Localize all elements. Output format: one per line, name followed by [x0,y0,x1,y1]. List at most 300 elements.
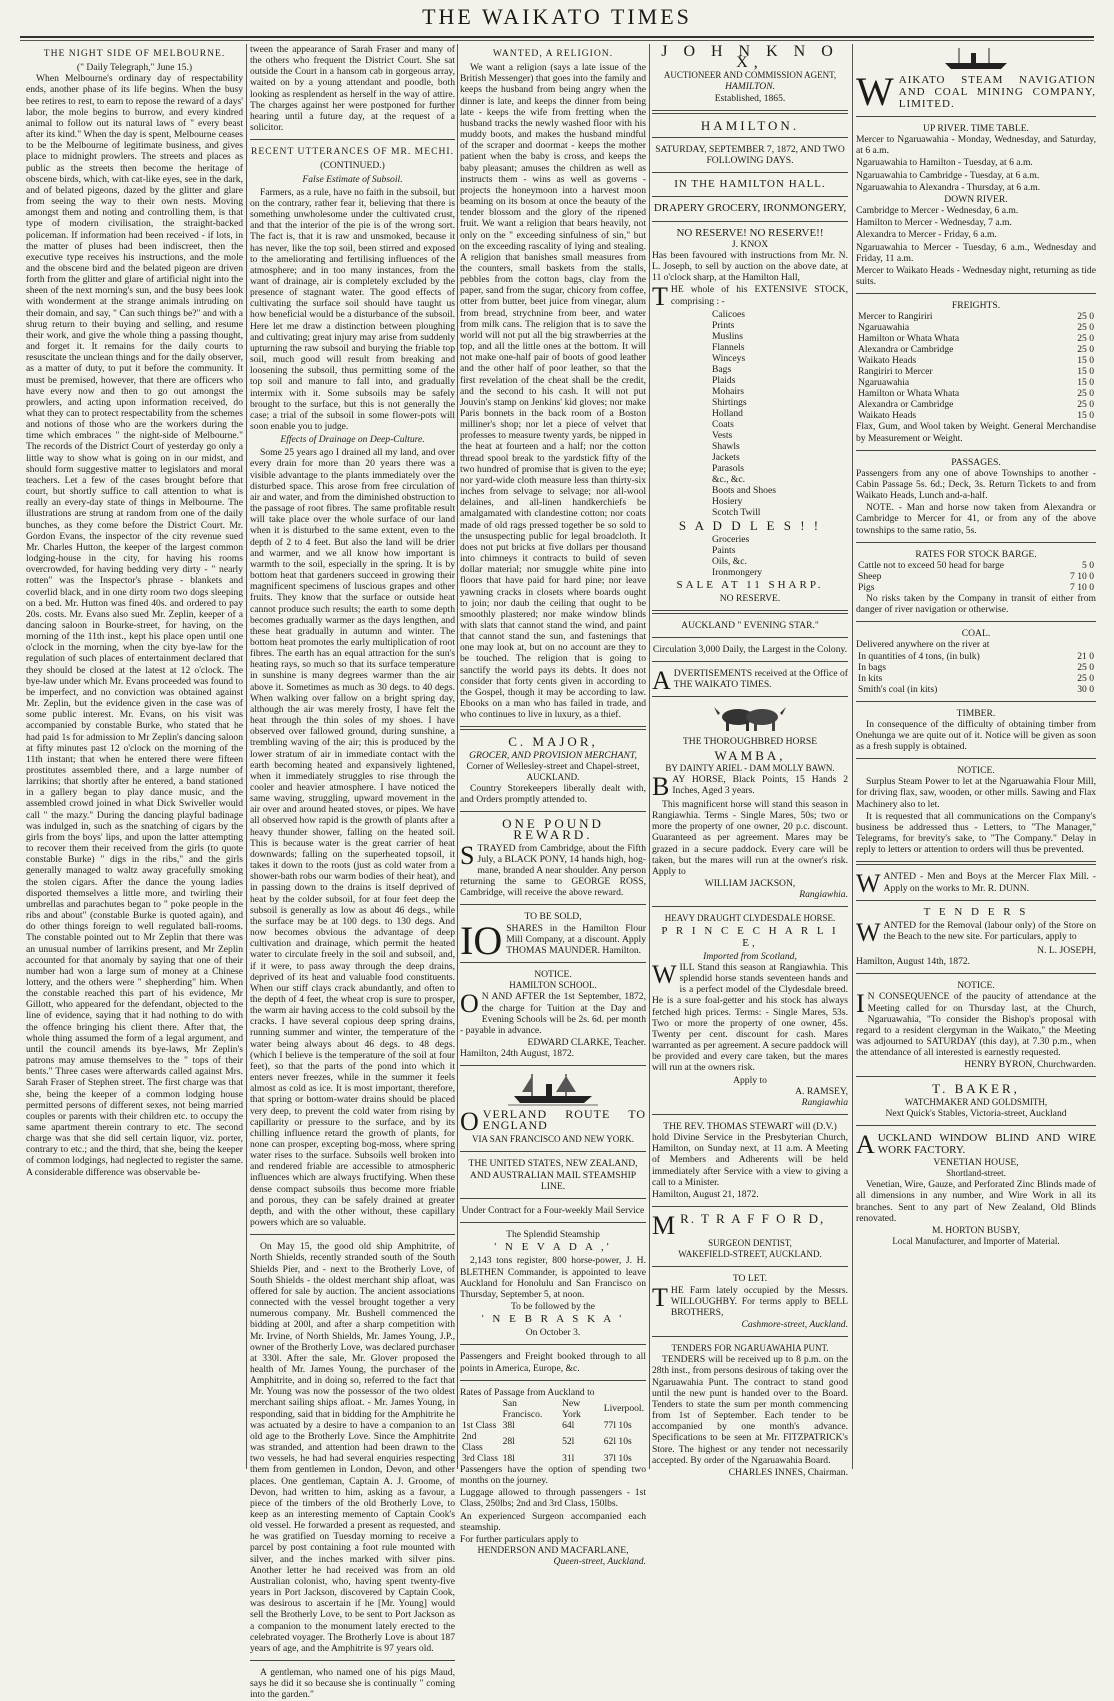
freights-table [856,311,1096,421]
ad-body: This magnificent horse will stand this season in Rangiawhia. Terms - Single Mares, 50s; two or more the property of one owner, 20 p.c. discount. Guaranteed as per agreement. Mares may be grazed in a secure paddock. Every care will be taken, but the mares will run at the owner's risk. Apply to [652,798,848,877]
ad-text: The Splendid Steamship [506,1229,600,1241]
table-row [856,673,1096,684]
timetable-item: Ngaruawahia to Alexandra - Thursday, at 6 a.m. [856,181,1041,193]
ad-text: NO RESERVE. [719,592,781,604]
timetable-item: Hamilton to Mercer - Wednesday, 7 a.m. [856,217,1012,229]
divider [856,701,1096,702]
list-item: Shirtings [712,397,747,409]
table-row [856,410,1096,421]
table-cell: Cattle not to exceed 50 head for barge [858,559,1005,571]
steamship-icon [508,1072,598,1106]
section-heading: TIMBER. [956,707,996,719]
article-body: Farmers, as a rule, have no faith in the subsoil, but on the contrary, rather fear it, believing that there is something unwholesome under the cultivated crust, and that the interior of the pie is of the wrong sort. The fact is, that it is raw and unsmoked, because it has never, like the top soil, been stirred and exposed to the ameliorating and fertilising influences of the atmosphere; and in too many instances, from the want of drainage, air is completely excluded by the presence of stagnant water. The good effects of cultivating the surface soil should have taught us how beneficial would be a disturbance of the subsoil. Here let me draw a distinction between ploughing and cultivating; great injury may arise from suddenly upturning the raw subsoil and burying the friable top soil, much good will result from breaking and loosening the subsoil, thus permitting some of the top soil and manure to fall into, and gradually intermix with it. Some subsoils may be safely brought to the surface, but this is not generally the case; a trial of the subsoil in some flower-pots will soon enable you to judge. [250,186,455,432]
table-cell: 25 0 [1077,333,1094,345]
table-cell: 18l [502,1452,515,1464]
ad-heading: S A D D L E S ! ! [678,518,822,534]
ad-address: Queen-street, Auckland. [553,1556,646,1568]
table-cell: 15 0 [1077,377,1094,389]
ad-address: WAKEFIELD-STREET, AUCKLAND. [678,1249,822,1260]
table-row [856,651,1096,662]
drop-cap: T [652,282,668,312]
divider [460,1065,646,1066]
list-item: Boots and Shoes [712,485,776,497]
divider [460,1344,646,1345]
article-title: WANTED, A RELIGION. [492,48,614,59]
coal-table [856,651,1096,695]
table-cell: Smith's coal (in kits) [858,683,938,695]
list-item: Bags [712,364,732,376]
table-cell: Rangiriri to Mercer [858,366,933,378]
horses-icon [710,703,790,733]
divider [652,696,848,697]
goods-list [712,534,848,578]
column-3 [460,44,646,1568]
table-header-row [460,1398,646,1420]
table-cell: Alexandra or Cambridge [858,399,954,411]
table-cell: 25 0 [1077,311,1094,323]
table-cell: 25 0 [1077,322,1094,334]
divider [856,450,1096,451]
ad-heading: HEAVY DRAUGHT CLYDESDALE HORSE. [664,913,836,924]
table-row [856,344,1096,355]
table-cell: 5 0 [1082,559,1094,571]
ad-signature: A. RAMSEY, [795,1085,848,1097]
table-cell: 30 0 [1077,683,1094,695]
drop-cap: IO [460,917,503,963]
ad-heading: P R I N C E C H A R L I E, [661,925,839,949]
ad-text: Established, 1865. [714,92,786,104]
table-cell: 31l [562,1452,575,1464]
list-item: Paints [712,544,736,556]
drop-cap: O [460,1107,480,1137]
ad-body: WANTED for the Removal (labour only) of the Store on the Beach to the new site. For particulars, apply to [856,917,1096,947]
ad-heading: OVERLAND ROUTE TO ENGLAND [460,1107,646,1137]
ad-signature: EDWARD CLARKE, Teacher. [527,1036,646,1048]
ad-address: Shortland-street. [946,1168,1006,1179]
table-cell: In quantities of 4 tons, (in bulk) [858,650,980,662]
stock-table [856,560,1096,593]
ad-text: Delivered anywhere on the river at [856,639,990,651]
table-cell: 25 0 [1077,672,1094,684]
column-1 [26,44,243,1471]
table-cell: 15 0 [1077,355,1094,367]
ad-text: On October 3. [525,1327,581,1339]
masthead-rule [20,36,1094,38]
ad-date: Hamilton, August 21, 1872. [652,1188,759,1200]
divider [856,542,1096,543]
table-cell: Alexandra or Cambridge [858,344,954,356]
ad-body: Venetian, Wire, Gauze, and Perforated Zinc Blinds made of all dimensions in any number, and Wire Work in all its branches. Sent to any part of New Zealand, Old Blinds renovated. [856,1179,1096,1224]
list-item: Jackets [712,452,740,464]
ad-heading: THE REV. THOMAS STEWART will (D.V.) [663,1120,837,1132]
table-row [856,582,1096,593]
ad-heading: VENETIAN HOUSE, [933,1156,1019,1168]
table-cell: 37l 10s [603,1452,632,1464]
table-cell: 62l 10s [603,1436,632,1448]
ad-body: Passengers from any one of above Townships to another - Cabin Passage 5s. 6d.; Deck, 3s. Return Tickets to and from Waikato Heads, Lunch and-a-half. [856,467,1096,502]
ad-town: HAMILTON. [724,81,775,93]
table-row [856,560,1096,571]
list-item: &c., &c. [712,474,746,486]
steamship-icon [941,47,1011,71]
table-cell: 25 0 [1077,661,1094,673]
divider [856,900,1096,901]
divider [460,1198,646,1199]
table-cell: 25 0 [1077,344,1094,356]
divider [652,1266,848,1267]
ad-body: Surplus Steam Power to let at the Ngaruawahia Flour Mill, for driving flax, saw, wooden, or other mills. Sawing and Flax Machinery also to let. [856,776,1096,810]
table-row [856,388,1096,399]
fare-table [460,1398,646,1464]
drop-cap: A [652,666,671,696]
table-cell: 7 10 0 [1070,581,1094,593]
ad-signature: N. L. JOSEPH, [1037,944,1096,956]
table-cell: In bags [858,661,886,673]
ad-heading: M R. T R A F F O R D, [652,1211,826,1241]
table-row [460,1431,646,1453]
column-divider [457,44,458,1469]
drop-cap: T [652,1282,668,1312]
list-item: Calicoes [712,309,746,321]
table-cell: Pigs [858,581,875,593]
ad-body: Passengers have the option of spending two months on the journey. [460,1463,646,1487]
ad-trade: GROCER, AND PROVISION MERCHANT, [469,749,637,761]
table-header: Liverpool. [603,1403,644,1415]
column-divider [246,44,247,1469]
ad-heading: J O H N K N O X, [661,43,839,72]
ad-date: Hamilton, 24th August, 1872. [460,1048,575,1060]
article-body: tween the appearance of Sarah Fraser and many of the others who frequent the District Court. She sat outside the Court in a hansom cab in gorgeous array, waited on by a young attendant and poodle, both looking as resplendent as herself in the way of attire. The charges against her were postponed for further hearing until a future day, at the request of a solicitor. [250,44,455,134]
ad-body: NOTE. - Man and horse now taken from Alexandra or Cambridge to Mercer for 41, or from any of the above townships to the same ratio, 5s. [856,502,1096,536]
section-heading: NOTICE. [957,980,995,992]
masthead-rule-thin [20,40,1094,41]
ad-heading: THE THOROUGHBRED HORSE [682,736,818,748]
column-2 [250,44,455,1701]
ad-body: THE whole of his EXTENSIVE STOCK, comprising : - [652,282,848,312]
section-heading: Effects of Drainage on Deep-Culture. [280,434,425,446]
ad-heading: TO LET. [732,1273,768,1285]
ad-trade: AUCTIONEER AND COMMISSION AGENT, [663,70,837,81]
section-heading: DOWN RIVER. [944,193,1008,205]
list-item: Ironmongery [712,566,763,578]
ad-subheading: VIA SAN FRANCISCO AND NEW YORK. [471,1134,635,1145]
ad-body: O N AND AFTER the 1st September, 1872, the charge for Tuition at the Day and Evening Schools will be 2s. 6d. per month - payable in advance. [460,989,646,1036]
ad-heading: IN THE HAMILTON HALL. [674,178,826,191]
ad-heading: WAMBA, [714,747,786,763]
article-body: We want a religion (says a late issue of the British Messenger) that goes into the family and keeps the husband from being angry when the dinner is late, and keeps the dinner from being late - keeps the wife from fretting when the husband tracks the newly washed floor with his muddy boots, and makes the husband mindful of the scraper and doormat - keeps the mother patient when the baby is cross, and keeps the baby pleasant; amuses the children as well as instructs them - wins as well as governs - projects the honeymoon into a harvest moon beaming on its bosom at once the beauty of the tender blossom and the glory of the ripened fruit. We want a religion that bears heavily, not only on the " exceeding sinfulness of sin," but on the exceeding rascality of lying and stealing. A religion that banishes small measures from the counters, small baskets from the stalls, pebbles from the cotton bags, clay from the paper, sand from the sugar, chicory from coffee, otter from butter, beet juice from vinegar, alum from bread, strychnine from beer, and water from milk cans. The religion that is to save the world will not put all the big strawberries at the top, and all the little ones at the bottom. It will not make one-half pair of boots of good leather and the other half of poor leather, so that the first revelation of the cheat shall be the credit, and the second to his cash. It will not put Jouvin's stamp on Jenkins' kid gloves; nor make Paris bonnets in the back room of a Boston milliner's shop; nor let a piece of velvet that professes to measure twenty yards, be nipped in the heat at fourteen and a half; nor the cotton thread spool break to the yardstick fifty of the two hundred of promise that is given to the eye; nor yard-wide cloth measure less than thirty-six inches from selvage to selvage; nor all-wool delaines, and all-linen handkerchiefs be amalgamated with clandestine cotton; nor coats made of old rags pressed together be so sold to the unsuspecting public for legal broadcloth. It does not put bricks at five dollars per thousand into chimneys it contracts to build of seven dollar material; nor smuggle white pine into floors that have paid for hard pine; nor leave yawning cracks in closets where boards ought to join; nor daub the ceiling that ought to be smoothly plastered; nor make window blinds with slats that cannot stand the wind, and paint that cannot stand the sun, and fastenings that one may look at, but on no account are they to be touched. The religion that is going to sanctify the world pays its debts. It does not consider that forty cents given in according to the Gospel, though it may be according to law. Ebooks on a man who has failed in trade, and who continues to live in luxury, as a thief. [460,62,646,721]
ad-heading: C. MAJOR, [508,734,598,750]
table-header: New York [562,1397,581,1420]
ad-heading: DRAPERY GROCERY, IRONMONGERY, [653,202,847,215]
article-body: When Melbourne's ordinary day of respectability ends, another phase of its life begins. When the busy bee retires to rest, to earn to repose the reward of a days' labor, the mole begins to burrow, and every kindred animal to follow out its natural laws of " every beast after its kind." When the day is spent, Melbourne ceases to be the Melbourne of legitimate business, and gives place to midnight prowlers. The streets and places as public as the streets then become the heritage of obscene birds, which, with cat-like eyes, see in the dark, and of belated pigeons, dazed by the glitter and glare from seeing the way to their own nests. Moving amongst them and noting and controlling them, is that type of modern civilisation, the straight-backed policeman. If information had been received - if lots, in the matter of pluses had been indiscreet, then the executive type receives his instructions, and the mole and the obscene bird and the belated pigeon are driven forth from the glitter and glare of artificial night into the sheen of the next morning's sun, and the busy bees look with wonderment at the strange animals intruding on their domain, and say, " Can such things be?" and with a shrug return to their buying and selling, and resume their work, and give the whole thing a passing thought, and forget it. It remains for the daily courts to resuscitate the unclean things and for the daily observer, as a matter of duty, to put it before the community. It must be premised, however, that there are officers who have every now and then to go out amongst the prowlers, and acting upon information received, do what they can to protect respectability from the schemes and notions of those who are the workers during the time which embraces " the night-side of Melbourne." The records of the District Court of yesterday go only a little way to show what is going on in our midst, and should form suggestive matter to legislators and moral teachers. Let a few of the cases brought before that court, but shortly suffice to call attention to what is really an every-day state of things in Melbourne. The illustrations are strung at random from one of the daily bunches, as they come before the District Court. Mr. Gordon Evans, the inspector of the city revenue sued Mr. Charles Hutton, the keeper of the largest common lodging-house in the city, for having his rooms overcrowded, for having bedding very dirty - " nearly rotten" was the Inspector's phrase - blankets and coverlid black, and in one dirty room two dogs sleeping on a bed. Mr. Hutton was fined 40s. and ordered to pay 20s. costs. Mr. Evans also sued Mr. Zeplin, keeper of a dancing saloon in Bourke-street, for having, on the morning of the 11th inst., kept his place open until one o'clock in the morning, when the city bye-law for the regulation of such places of entertainment declared that they should be closed at the latest at 12 o'clock. The bye-law under which Mr. Evans proceeded was found to be imperfect, and no conviction was obtained against Mr. Zeplin, but the evidence given in the case was of some public interest. Mr. Evans, on his visit was accompanied by constable Burke, who stated that he had paid 1s for admission to Mr Zeplin's dancing saloon at fifty minutes past 12 o'clock on the morning of the 11th instant; that when he entered there were fifteen prostitutes assembled there, and a large number of larrikins; that shortly after he entered, a band stationed in a gallery began to play dance music, and the assembled crowd joined in what Dick Swiveller would call " the mazy." During the dancing playful badinage was indulged in, such as the snatching of cigars by the girls from the boys' lips, and upon the latter attempting to recover them their received from the girls (to quote constable Burke) " digs in the ribs," and the girls generally managed to waltz away gracefully smoking the stolen cigars. After the dance the young ladies disported themselves a little more, and twirling their umbrellas and parachutes began to " poke people in the ribs and about" (constable Burke is quoted again), and do other things foreign to well regulated ball-rooms. The constable pointed out to Mr Zeplin that there was an unusual number of larrikins present, and Mr Zeplin accounted for that anomaly by saying that one of their number had won a large sum of money at a Chinese lottery, and the others were " shepherding" him. When the constable reached this part of his evidence, Mr Gillott, who appeared for the defendant, objected to the line of evidence, saying that it had nothing to do with the offence bringing his client there. After that, the whole thing assumed the form of a legal argument, and until the council amends its bye-laws, Mr Zeplin's patrons may amuse themselves to the " tops of their bents." Three cases were afterwards called against Mrs. Sarah Fraser of Stephen street. The first charge was that she, being the keeper of a common lodging house permitted persons of different sexes, not being married couples or parents with their children etc. to occupy the same apartment therein contrary to etc. The second charge was that she did sell certain liquor, viz. porter, contrary to etc.; and the third, that she, being the keeper of common lodgings, had neglected to register the same. A considerable difference was observable be- [26,73,243,1178]
ad-text: Circulation 3,000 Daily, the Largest in the Colony. [652,643,848,655]
ad-signature: WILLIAM JACKSON, [704,878,796,889]
timetable-item: Ngaruawahia to Hamilton - Tuesday, at 6 a.m. [856,157,1033,169]
table-cell: Sheep [858,570,882,582]
divider [652,137,848,138]
ad-heading: AUCKLAND " EVENING STAR." [681,619,819,631]
divider [652,906,848,907]
divider [856,1125,1096,1126]
list-item: Scotch Twill [712,507,761,519]
list-item: Shawls [712,441,740,453]
table-cell: 25 0 [1077,388,1094,400]
ad-body: ADVERTISEMENTS received at the Office of THE WAIKATO TIMES. [652,666,848,696]
ad-body: I N CONSEQUENCE of the paucity of attendance at the Meeting called for on Thursday last, at the Church, Ngaruawahia, "To consider the Bishop's proposal with regard to a resident clergyman in the Waikato," the Meeting was adjourned to SATURDAY (this day), at 7.30 p.m., when the attendance of all interested is earnestly requested. [856,989,1096,1059]
ship-name: ' N E V A D A ,' [494,1241,612,1254]
table-cell: 25 0 [1077,399,1094,411]
table-row [856,311,1096,322]
ad-body: TENDERS will be received up to 8 p.m. on the 28th inst., from persons desirous of taking over the Ngaruawahia Punt. The contract to stand good until the new punt is handed over to the Board. Tenders to state the sum per month commencing from 1st of September. Each tender to be accompanied by one month's advance. Specifications to be seen at Mr. FITZPATRICK's Store. The highest or any tender not necessarily accepted. By order of the Ngaruawahia Board. [652,1354,848,1466]
list-item: Coats [712,419,734,431]
table-row [856,322,1096,333]
ad-subheading: HAMILTON SCHOOL. [509,980,597,991]
ship-name: ' N E B R A S K A ' [481,1313,625,1326]
table-row [856,377,1096,388]
divider [460,811,646,812]
ad-body: Luggage allowed to through passengers - 1st Class, 250lbs; 2nd and 3rd Class, 150lbs. [460,1487,646,1510]
divider [250,1660,455,1661]
table-cell: 7 10 0 [1070,570,1094,582]
drop-cap: W [856,69,895,114]
table-header [460,1398,501,1420]
divider [856,1076,1096,1077]
divider [460,726,646,730]
ad-body: In consequence of the difficulty of obtaining timber from Onehunga we are quite out of it. Notice will be given as soon as a fresh supply is obtained. [856,718,1096,752]
ad-body: 2,143 tons register, 800 horse-power, J. H. BLETHEN Commander, is appointed to leave Auckland for Honolulu and San Francisco on Thursday, September 5, at noon. [460,1255,646,1300]
ad-body: WILL Stand this season at Rangiawhia. This splendid horse stands seventeen hands and is a perfect model of the Clydesdale breed. He is a sure foal-getter and his stock has always fetched high prices. Terms: - Single Mares, 53s. Two or more the property of one owner, 45s. Twenty per cent. discount for cash. Mares warranted as per agreement. A secure paddock will be provided and every care taken, but the mares will run at the owners risk. [652,959,848,1074]
article-body: A gentleman, who named one of his pigs Maud, says he did it so because she is continually " coming into the garden." [250,1667,455,1701]
table-cell: Waikato Heads [858,410,917,422]
list-item: Hosiery [712,496,743,508]
divider [460,904,646,905]
divider [856,116,1096,117]
article-title: THE NIGHT SIDE OF MELBOURNE. [43,48,226,59]
ad-body: An experienced Surgeon accompanied each steamship. [460,1510,646,1533]
ad-text: Apply to [733,1074,767,1086]
article-source: (" Daily Telegraph," June 15.) [76,62,193,74]
ad-trade: SURGEON DENTIST, [708,1238,792,1249]
article-body: On May 15, the good old ship Amphitrite, of North Shields, recently stranded south of the South Shields Pier, and - next to the Brotherly Love, of South Shields - the oldest merchant ship afloat, was offered for sale by auction. The ancient associations connected with the vessel brought together a very numerous company. Mr. Bushell commenced the bidding at 200l, and after a sharp competition with Mr. Irvine, of North Shields, Mr. James Young, J.P., owner of the Brotherly Love, was declared purchaser at 330l. After the sale, Mr. Glover proposed the health of Mr. James Young, the purchaser of the Amphitrite, and in doing so, referred to the fact that Mr. Young was now the possessor of the two oldest merchant sailing ships afloat. - Mr. James Young, in responding, said that in bidding for the Amphitrite he was actuated by a desire to have a companion to an old age to the Brotherly Love. Since the Amphitrite was stranded, and attention had been drawn to the two vessels, he had had several enquiries respecting them from gentlemen in London, Devon, and other places. One gentleman, Captain A. J. Groome, of Devon, had written to him, asking as a favour, a piece of the timbers of the old Brotherly Love, to keep as an interesting memento of Captain Cook's old vessel. He forwarded a present as requested, and he was gratified on Tuesday morning to receive a parcel by post containing a foot rule mounted with silver, and the inches marked with silver pins. Another letter he had received was from an old Australian colonist, who, having spent twenty-five years in Port Jackson, discovered by Captain Cook, was desirous to ascertain if he [Mr. Young] would sell the Brotherly Love, to be sent to Port Jackson as a companion to the monument lately erected to the celebrated voyager. The Brotherly Love is about 187 years of age, and the Amphitrite is 97 years old. [250,1241,455,1654]
drop-cap: W [856,917,881,947]
section-heading: PASSAGES. [951,456,1001,468]
column-5 [856,44,1096,1471]
divider [652,610,848,614]
list-item: Winceys [712,353,746,365]
table-cell: 77l 10s [603,1419,632,1431]
table-cell: Hamilton or Whata Whata [858,388,960,400]
ad-trade: WATCHMAKER AND GOLDSMITH, [904,1096,1048,1107]
timetable-item: Ngaruawahia to Mercer - Tuesday, 6 a.m., Wednesday and Friday, 11 a.m. [856,241,1096,264]
section-heading: NOTICE. [957,765,995,777]
ad-body: Passengers and Freight booked through to all points in America, Europe, &c. [460,1351,646,1374]
ad-heading: NO RESERVE! NO RESERVE!! [676,226,824,239]
table-cell: 3rd Class [462,1452,498,1464]
ad-body: STRAYED from Cambridge, about the Fifth July, a BLACK PONY, 14 hands high, hog-mane, branded A near shoulder. Any person returning the same to GEORGE ROSS, Cambridge, will receive the above reward. [460,840,646,899]
article-subtitle: (CONTINUED.) [320,160,385,172]
table-cell: Waikato Heads [858,355,917,367]
list-item: Parasols [712,463,744,475]
timetable-item: Alexandra to Mercer - Friday, 6 a.m. [856,229,997,241]
divider [856,861,1096,865]
divider [856,973,1096,974]
ad-body: IO SHARES in the Hamilton Flour Mill Company, at a discount. Apply THOMAS MAUNDER. Hamilton. [460,917,646,963]
table-row [856,684,1096,695]
list-item: Holland [712,408,743,420]
ad-signature: M. HORTON BUSBY, [931,1224,1021,1236]
list-item: Muslins [712,331,743,343]
ad-text: To be followed by the [510,1301,596,1312]
ad-body: WANTED - Men and Boys at the Mercer Flax Mill. - Apply on the works to Mr. R. DUNN. [856,869,1096,899]
table-header: San Francisco. [502,1397,543,1420]
timetable-item: Mercer to Waikato Heads - Wednesday night, returning as tide suits. [856,264,1096,288]
ad-signature: CHARLES INNES, Chairman. [728,1466,848,1478]
table-cell: 15 0 [1077,366,1094,378]
section-heading: UP RIVER. TIME TABLE. [923,123,1029,134]
drop-cap: W [856,869,881,899]
divider [652,196,848,197]
table-cell: Mercer to Rangiriri [858,311,933,323]
ad-signature-detail: Local Manufacturer, and Importer of Material. [892,1236,1060,1246]
ad-heading: AUCKLAND WINDOW BLIND AND WIRE WORK FACTORY. [856,1129,1096,1159]
ad-text: Under Contract for a Four-weekly Mail Service [461,1204,645,1216]
ad-body: Has been favoured with instructions from Mr. N. L. Joseph, to sell by auction on the above date, at 11 o'clock sharp, at the Hamilton Hall, [652,249,848,284]
ad-line: THE UNITED STATES, NEW ZEALAND, AND AUSTRALIAN MAIL STEAMSHIP LINE. [468,1158,638,1192]
ad-subheading: Imported from Scotland, [703,950,797,962]
ad-body: BAY HORSE, Black Points, 15 Hands 2 Inches, Aged 3 years. [652,771,848,801]
table-row [856,333,1096,344]
ad-town: Rangiawhia. [799,889,848,901]
table-cell: 21 0 [1077,650,1094,662]
drop-cap: S [460,840,475,870]
ad-heading: TENDERS FOR NGARUAWAHIA PUNT. [671,1343,829,1354]
divider [856,758,1096,759]
divider [652,661,848,662]
table-row [856,399,1096,410]
table-row [856,355,1096,366]
column-divider [649,44,650,1469]
section-heading: False Estimate of Subsoil. [302,173,403,185]
divider [652,110,848,114]
table-cell: In kits [858,672,883,684]
table-cell: Hamilton or Whata Whata [858,333,960,345]
ad-date: Hamilton, August 14th, 1872. [856,956,971,968]
column-4 [652,43,848,1478]
drop-cap: B [652,771,670,801]
list-item: Prints [712,320,735,332]
article-title: RECENT UTTERANCES OF MR. MECHI. [251,146,454,158]
ad-body: No risks taken by the Company in transit of either from danger of river navigation or otherwise. [856,592,1096,616]
timetable-item: Ngaruawahia to Cambridge - Tuesday, at 6 a.m. [856,169,1040,181]
divider [856,293,1096,294]
section-heading: FREIGHTS. [951,300,1001,312]
section-heading: RATES FOR STOCK BARGE. [915,548,1037,560]
drop-cap: M [652,1211,678,1241]
divider [652,1336,848,1337]
list-item: Oils, &c. [712,555,747,567]
divider [856,621,1096,622]
table-row [856,662,1096,673]
ad-address: Cashmore-street, Auckland. [741,1319,848,1330]
ad-date: SATURDAY, SEPTEMBER 7, 1872, AND TWO FOLLOWING DAYS. [655,143,845,167]
divider [652,1114,848,1115]
divider [460,1151,646,1152]
table-row [460,1420,646,1431]
drop-cap: O [460,989,479,1019]
ad-heading: T E N D E R S [923,905,1029,918]
table-cell: Ngaruawahia [858,377,910,389]
table-cell: 28l [502,1436,515,1448]
table-row [856,366,1096,377]
divider [460,1380,646,1381]
ad-address: Next Quick's Stables, Victoria-street, Auckland [885,1107,1067,1119]
ad-heading: SALE AT 11 SHARP. [676,578,824,591]
ad-town: AUCKLAND. [526,771,580,782]
ad-body: THE Farm lately occupied by the Messrs. WILLOUGHBY. For terms apply to BELL BROTHERS, [652,1282,848,1318]
ad-heading: ONE POUND REWARD. [502,816,604,843]
ad-body: Flax, Gum, and Wool taken by Weight. General Merchandise by Measurement or Weight. [856,421,1096,444]
masthead: THE WAIKATO TIMES [422,4,692,29]
divider [250,1234,455,1235]
list-item: Plaids [712,375,736,387]
table-cell: Ngaruawahia [858,322,910,334]
list-item: Groceries [712,533,750,545]
list-item: Vests [712,430,733,442]
table-cell: 2nd Class [462,1430,483,1453]
ad-subheading: BY DAINTY ARIEL - DAM MOLLY BAWN. [665,762,835,773]
ad-heading: NOTICE. [534,969,572,981]
section-heading: COAL. [961,628,991,640]
divider [652,172,848,173]
table-cell: 52l [562,1436,575,1448]
article-body: Some 25 years ago I drained all my land, and over every drain for more than 20 years there was a visible advantage to the plants immediately over the disturbed space. This arose from free circulation of air and water, and from the diminished obstruction to the passage of root fibres. The same profitable result will take place over the whole surface of our land when it is disturbed to the same extent, even to the depth of 2 to 4 feet. But also the land will be drier and warmer, and we all know how important is warmth to the soil, especially in the spring. It is by bottom heat that gardeners succeed in growing their magnificent specimens of luscious grapes and other fruits. They know that the surface or outside heat cannot produce such results; the earth to some depth becomes gradually warmer as the days lengthen, and these heat gradually in autumn and winter. The bottom heat promotes the early multiplication of root fibres. The earth has an equal attraction for the sun's heating rays, so much so that its surface temperature in sunshine is many degrees warmer than the air above it. Sometimes as much as 30 degs. to 40 degs. When walking over fallow on a bright spring day, although the air was merely frosty, I have felt the heat through the thin soles of my shoes. I have observed over fallowed ground, during sunshine, a trembling waving of the air; this is produced by the lower stratum of air in immediate contact with the earth becoming heated and expansively lightened, when it immediately struggles to rise through the cooler and heavier atmosphere. I have noticed the same waving, struggling, upward movement in the air over and around heated stoves, or pipes. We have all observed how rapid is the growth of plants after a heavy thunder shower, falling on the heated soil. This is because water is the great carrier of heat downwards; falling on the superheated topsoil, it takes it down to the roots (just as cold water from a shower-bath robs our warm bodies of their heat), and in passing down to the drains is itself deprived of heat by the colder subsoil, for at four feet deep the subsoil is generally as low as about 46 degs., while the surface may be at 100 degs. to 130 degs. And now becomes obvious the advantage of deep cultivation and drainage, which permit the heated water to circulate freely in the soil and subsoil, and, if it were, to pass away through the deep drains, deprived of its heat and valuable food constituents. When our stiff clays crack abundantly, and often to the depth of 4 feet, the wheat crop is sure to prosper, the warm air having access to the cold subsoil by the cracks. I have several copious deep spring drains, running summer and winter, the temperature of the water being always about 46 degs. to 48 degs. (which I believe is the temperature of the soil at four feet), so that the parts of the pond into which it enters never freezes, while in the summer it feels almost as cold as ice. It is most important, therefore, that spring or bottom-water drains should be placed very deep, to prevent the cold water from rising by capillarity or pressure to the surface, and by its chilling influence retard the growth of plants, for none can prosper, excepting bog-moss, where spring water rises to the surface. Subsoils well broken into and rendered friable are accessible to atmospheric influences which are always fructifying. When these dense compact subsoils thus become more friable and porous, they can be safely drained at greater depth, and with the other without, these capillary powers which are so valuable. [250,447,455,1229]
list-item: Mohairs [712,386,744,398]
divider [250,139,455,140]
ad-body: It is requested that all communications on the Company's business be addressed thus - Letters, to "The Manager," Telegrams, for brevity's sake, to "The Company." Delay in reply to letters or attention to orders will thus be prevented. [856,810,1096,856]
table-cell: 1st Class [462,1419,497,1431]
drop-cap: W [652,959,677,989]
ad-heading: WAIKATO STEAM NAVIGATION AND COAL MINING COMPANY, LIMITED. [856,69,1096,114]
ad-text: For further particulars apply to [460,1533,579,1545]
table-cell: 64l [562,1419,575,1431]
goods-list [712,309,848,518]
ad-heading: TO BE SOLD, [524,911,582,923]
ad-body: Country Storekeepers liberally dealt with, and Orders promptly attended to. [460,783,646,806]
divider [652,221,848,222]
timetable-item: Cambridge to Mercer - Wednesday, 6 a.m. [856,205,1019,217]
column-divider [852,44,853,1469]
ad-text: Rates of Passage from Auckland to [460,1386,595,1398]
table-cell: 38l [502,1419,515,1431]
list-item: Flannels [712,342,745,354]
drop-cap: A [856,1129,875,1159]
table-row [460,1453,646,1464]
ad-heading: T. BAKER, [932,1081,1020,1097]
ad-address: Corner of Wellesley-street and Chapel-street, [466,760,640,772]
ad-text: J. KNOX [731,238,769,250]
table-row [856,571,1096,582]
ad-signature: HENRY BYRON, Churchwarden. [964,1059,1096,1071]
ad-town: Rangiawhia [801,1096,848,1108]
ad-heading: HAMILTON. [700,117,800,133]
timetable-item: Mercer to Ngaruawahia - Monday, Wednesday, and Saturday, at 6 a.m. [856,134,1096,157]
divider [652,1206,848,1207]
drop-cap: I [856,989,865,1019]
ad-signature: HENDERSON AND MACFARLANE, [477,1545,629,1557]
table-cell: 15 0 [1077,410,1094,422]
divider [460,1222,646,1223]
divider [652,637,848,638]
